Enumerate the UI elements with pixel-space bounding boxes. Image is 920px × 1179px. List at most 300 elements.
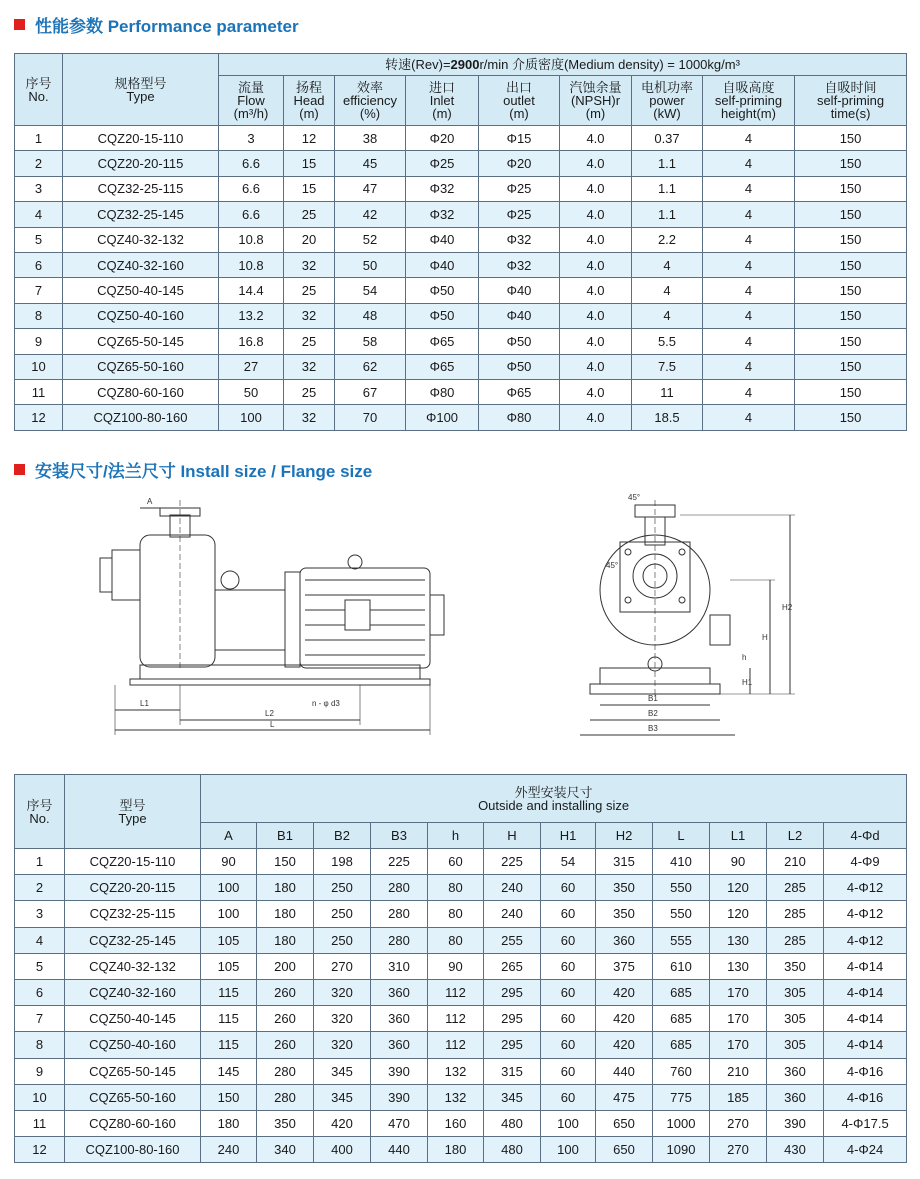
value-cell: 550	[653, 901, 710, 927]
value-cell: 16.8	[219, 329, 284, 354]
value-cell: 4-Φ12	[824, 927, 907, 953]
model-type-cell: CQZ65-50-145	[65, 1058, 201, 1084]
value-cell: 4-Φ12	[824, 901, 907, 927]
value-cell: 345	[484, 1084, 541, 1110]
value-cell: 4.0	[560, 354, 632, 379]
value-cell: 345	[314, 1058, 371, 1084]
value-cell: 52	[335, 227, 406, 252]
value-cell: Φ50	[406, 278, 479, 303]
model-type-cell: CQZ80-60-160	[63, 379, 219, 404]
value-cell: 240	[201, 1137, 257, 1163]
perf-column-header-line: 自吸高度	[722, 80, 775, 95]
install-section-title	[14, 457, 372, 482]
type-header: 型号 Type	[65, 775, 201, 849]
model-type-cell: CQZ50-40-145	[65, 1006, 201, 1032]
value-cell: 475	[596, 1084, 653, 1110]
value-cell: 375	[596, 953, 653, 979]
value-cell: 440	[371, 1137, 428, 1163]
value-cell: 280	[371, 875, 428, 901]
value-cell: Φ15	[479, 126, 560, 151]
value-cell: 4	[703, 379, 795, 404]
value-cell: 285	[767, 901, 824, 927]
value-cell: 180	[428, 1137, 484, 1163]
value-cell: 160	[428, 1110, 484, 1136]
value-cell: 27	[219, 354, 284, 379]
value-cell: 265	[484, 953, 541, 979]
row-number-cell: 12	[15, 1137, 65, 1163]
install-size-table	[14, 774, 907, 1163]
value-cell: 4.0	[560, 151, 632, 176]
value-cell: 25	[284, 329, 335, 354]
model-type-cell: CQZ65-50-160	[65, 1084, 201, 1110]
value-cell: 350	[596, 875, 653, 901]
value-cell: 4-Φ16	[824, 1084, 907, 1110]
value-cell: 4	[703, 303, 795, 328]
value-cell: 0.37	[632, 126, 703, 151]
perf-column-header-line: height(m)	[721, 106, 776, 121]
value-cell: 4	[632, 303, 703, 328]
value-cell: 1.1	[632, 202, 703, 227]
value-cell: Φ100	[406, 405, 479, 430]
value-cell: 170	[710, 979, 767, 1005]
value-cell: 80	[428, 927, 484, 953]
value-cell: 280	[257, 1058, 314, 1084]
performance-section-title	[14, 12, 299, 37]
value-cell: 58	[335, 329, 406, 354]
value-cell: 60	[541, 927, 596, 953]
outside-size-group-header: 外型安装尺寸 Outside and installing size	[201, 775, 907, 823]
value-cell: 90	[201, 849, 257, 875]
value-cell: 4.0	[560, 278, 632, 303]
value-cell: 32	[284, 405, 335, 430]
value-cell: Φ50	[406, 303, 479, 328]
value-cell: 315	[484, 1058, 541, 1084]
perf-column-header	[284, 76, 335, 126]
table-row	[15, 176, 907, 201]
table-row	[15, 227, 907, 252]
model-type-cell: CQZ32-25-145	[63, 202, 219, 227]
row-number-cell: 8	[15, 1032, 65, 1058]
perf-column-header	[219, 76, 284, 126]
perf-column-header-line: (NPSH)r	[570, 93, 621, 108]
value-cell: 685	[653, 1006, 710, 1032]
pump-installation-drawing	[0, 480, 920, 765]
value-cell: 4.0	[560, 126, 632, 151]
value-cell: 3	[219, 126, 284, 151]
value-cell: 60	[541, 979, 596, 1005]
model-type-cell: CQZ65-50-145	[63, 329, 219, 354]
row-number-cell: 7	[15, 278, 63, 303]
value-cell: 440	[596, 1058, 653, 1084]
value-cell: 320	[314, 979, 371, 1005]
value-cell: 150	[795, 278, 907, 303]
table-row	[15, 849, 907, 875]
value-cell: 60	[541, 1058, 596, 1084]
value-cell: 45	[335, 151, 406, 176]
red-square-icon	[14, 19, 25, 30]
value-cell: 285	[767, 875, 824, 901]
value-cell: 25	[284, 379, 335, 404]
value-cell: 150	[795, 303, 907, 328]
value-cell: Φ32	[479, 252, 560, 277]
model-type-cell: CQZ32-25-115	[65, 901, 201, 927]
model-type-cell: CQZ20-15-110	[65, 849, 201, 875]
value-cell: 285	[767, 927, 824, 953]
value-cell: 295	[484, 1006, 541, 1032]
value-cell: 12	[284, 126, 335, 151]
model-type-cell: CQZ100-80-160	[63, 405, 219, 430]
row-number-cell: 4	[15, 202, 63, 227]
value-cell: 60	[541, 1084, 596, 1110]
value-cell: 170	[710, 1006, 767, 1032]
value-cell: 610	[653, 953, 710, 979]
value-cell: 100	[201, 901, 257, 927]
install-column-header: B1	[257, 823, 314, 849]
perf-column-header-line: 汽蚀余量	[569, 80, 622, 95]
value-cell: 305	[767, 1032, 824, 1058]
value-cell: 280	[371, 901, 428, 927]
row-number-cell: 12	[15, 405, 63, 430]
value-cell: 112	[428, 1006, 484, 1032]
value-cell: 210	[710, 1058, 767, 1084]
value-cell: Φ25	[479, 176, 560, 201]
value-cell: 240	[484, 901, 541, 927]
row-number-cell: 3	[15, 176, 63, 201]
value-cell: 295	[484, 1032, 541, 1058]
value-cell: 4.0	[560, 176, 632, 201]
value-cell: 54	[335, 278, 406, 303]
value-cell: 420	[596, 1006, 653, 1032]
value-cell: 150	[795, 126, 907, 151]
value-cell: Φ20	[479, 151, 560, 176]
value-cell: 198	[314, 849, 371, 875]
table-row	[15, 303, 907, 328]
value-cell: 390	[767, 1110, 824, 1136]
value-cell: 420	[314, 1110, 371, 1136]
value-cell: Φ40	[406, 252, 479, 277]
value-cell: 60	[541, 953, 596, 979]
table-row	[15, 405, 907, 430]
perf-column-header	[479, 76, 560, 126]
value-cell: 112	[428, 1032, 484, 1058]
value-cell: Φ32	[479, 227, 560, 252]
value-cell: 555	[653, 927, 710, 953]
install-column-header: L2	[767, 823, 824, 849]
model-type-cell: CQZ50-40-145	[63, 278, 219, 303]
value-cell: Φ40	[479, 278, 560, 303]
value-cell: 4-Φ24	[824, 1137, 907, 1163]
pump-front-view	[580, 500, 795, 735]
value-cell: 48	[335, 303, 406, 328]
value-cell: 270	[314, 953, 371, 979]
install-column-header: B2	[314, 823, 371, 849]
value-cell: 270	[710, 1110, 767, 1136]
value-cell: 4.0	[560, 379, 632, 404]
value-cell: 20	[284, 227, 335, 252]
value-cell: Φ50	[479, 329, 560, 354]
perf-column-header-line: 流量	[237, 80, 264, 95]
value-cell: 650	[596, 1137, 653, 1163]
value-cell: 480	[484, 1110, 541, 1136]
perf-column-header	[795, 76, 907, 126]
value-cell: 4-Φ17.5	[824, 1110, 907, 1136]
value-cell: 4	[703, 252, 795, 277]
value-cell: 4	[703, 405, 795, 430]
perf-column-header	[335, 76, 406, 126]
value-cell: 150	[201, 1084, 257, 1110]
value-cell: 100	[201, 875, 257, 901]
value-cell: Φ20	[406, 126, 479, 151]
value-cell: 350	[257, 1110, 314, 1136]
install-column-header: H	[484, 823, 541, 849]
value-cell: 360	[767, 1084, 824, 1110]
value-cell: 550	[653, 875, 710, 901]
dim-a-label: A	[147, 497, 153, 506]
value-cell: 250	[314, 875, 371, 901]
model-type-cell: CQZ40-32-132	[65, 953, 201, 979]
row-number-cell: 11	[15, 1110, 65, 1136]
value-cell: 410	[653, 849, 710, 875]
table-row	[15, 875, 907, 901]
value-cell: 1.1	[632, 151, 703, 176]
table-row	[15, 1110, 907, 1136]
value-cell: 4	[703, 126, 795, 151]
table-row	[15, 979, 907, 1005]
value-cell: 260	[257, 1032, 314, 1058]
value-cell: Φ80	[479, 405, 560, 430]
install-column-header: L	[653, 823, 710, 849]
value-cell: 4	[703, 329, 795, 354]
value-cell: Φ40	[479, 303, 560, 328]
table-row	[15, 252, 907, 277]
value-cell: 60	[541, 1032, 596, 1058]
value-cell: 60	[541, 875, 596, 901]
table-row	[15, 1032, 907, 1058]
value-cell: 185	[710, 1084, 767, 1110]
performance-table	[14, 53, 907, 431]
value-cell: 18.5	[632, 405, 703, 430]
model-type-cell: CQZ100-80-160	[65, 1137, 201, 1163]
value-cell: 180	[257, 875, 314, 901]
row-number-cell: 8	[15, 303, 63, 328]
value-cell: 250	[314, 927, 371, 953]
table-row	[15, 379, 907, 404]
model-type-cell: CQZ50-40-160	[63, 303, 219, 328]
value-cell: 90	[428, 953, 484, 979]
no-header: 序号 No.	[15, 54, 63, 126]
value-cell: 80	[428, 875, 484, 901]
table-row	[15, 1006, 907, 1032]
value-cell: 112	[428, 979, 484, 1005]
value-cell: 260	[257, 1006, 314, 1032]
value-cell: 4-Φ12	[824, 875, 907, 901]
row-number-cell: 5	[15, 227, 63, 252]
value-cell: Φ50	[479, 354, 560, 379]
table-row	[15, 927, 907, 953]
value-cell: 5.5	[632, 329, 703, 354]
value-cell: 650	[596, 1110, 653, 1136]
value-cell: 470	[371, 1110, 428, 1136]
perf-column-header-line: (m)	[585, 106, 606, 121]
table-row	[15, 354, 907, 379]
model-type-cell: CQZ80-60-160	[65, 1110, 201, 1136]
value-cell: 280	[371, 927, 428, 953]
install-column-header: H1	[541, 823, 596, 849]
value-cell: 14.4	[219, 278, 284, 303]
value-cell: 70	[335, 405, 406, 430]
model-type-cell: CQZ32-25-115	[63, 176, 219, 201]
value-cell: 2.2	[632, 227, 703, 252]
table-row	[15, 1137, 907, 1163]
perf-column-header-line: outlet	[503, 93, 535, 108]
value-cell: 145	[201, 1058, 257, 1084]
table-row	[15, 329, 907, 354]
row-number-cell: 10	[15, 1084, 65, 1110]
value-cell: Φ80	[406, 379, 479, 404]
perf-column-header-line: efficiency	[343, 93, 397, 108]
value-cell: 430	[767, 1137, 824, 1163]
value-cell: 280	[257, 1084, 314, 1110]
value-cell: 4-Φ14	[824, 1006, 907, 1032]
value-cell: 4	[703, 202, 795, 227]
dim-b1-label: B1	[648, 694, 658, 703]
value-cell: 15	[284, 151, 335, 176]
value-cell: 305	[767, 1006, 824, 1032]
value-cell: 150	[795, 176, 907, 201]
install-column-header: H2	[596, 823, 653, 849]
value-cell: 270	[710, 1137, 767, 1163]
table-row	[15, 1058, 907, 1084]
value-cell: 180	[257, 927, 314, 953]
perf-column-header-line: 进口	[428, 80, 455, 95]
model-type-cell: CQZ40-32-132	[63, 227, 219, 252]
value-cell: 4-Φ14	[824, 979, 907, 1005]
row-number-cell: 6	[15, 252, 63, 277]
value-cell: 340	[257, 1137, 314, 1163]
value-cell: 4.0	[560, 329, 632, 354]
value-cell: 310	[371, 953, 428, 979]
value-cell: 100	[541, 1110, 596, 1136]
value-cell: 67	[335, 379, 406, 404]
value-cell: 25	[284, 202, 335, 227]
value-cell: 150	[795, 202, 907, 227]
value-cell: 1090	[653, 1137, 710, 1163]
value-cell: 60	[541, 1006, 596, 1032]
value-cell: 32	[284, 354, 335, 379]
model-type-cell: CQZ20-20-115	[65, 875, 201, 901]
row-number-cell: 11	[15, 379, 63, 404]
value-cell: 150	[795, 252, 907, 277]
value-cell: 60	[428, 849, 484, 875]
table-row	[15, 953, 907, 979]
perf-column-header-line: Inlet	[429, 93, 455, 108]
value-cell: 150	[795, 151, 907, 176]
red-square-icon	[14, 464, 25, 475]
perf-column-header-line: (m³/h)	[233, 106, 269, 121]
value-cell: 25	[284, 278, 335, 303]
row-number-cell: 9	[15, 329, 63, 354]
value-cell: 345	[314, 1084, 371, 1110]
value-cell: 132	[428, 1058, 484, 1084]
value-cell: 760	[653, 1058, 710, 1084]
dim-h-small-label: h	[742, 653, 747, 662]
value-cell: 4	[703, 354, 795, 379]
perf-column-header-line: 出口	[505, 80, 532, 95]
value-cell: 7.5	[632, 354, 703, 379]
value-cell: 115	[201, 1006, 257, 1032]
value-cell: 4	[703, 176, 795, 201]
value-cell: 4.0	[560, 303, 632, 328]
dim-h2-label: H2	[782, 603, 793, 612]
perf-column-header	[632, 76, 703, 126]
value-cell: 13.2	[219, 303, 284, 328]
value-cell: 180	[257, 901, 314, 927]
value-cell: 10.8	[219, 227, 284, 252]
dim-h1-label: H1	[742, 678, 753, 687]
value-cell: 4	[703, 227, 795, 252]
row-number-cell: 10	[15, 354, 63, 379]
value-cell: 390	[371, 1058, 428, 1084]
value-cell: 32	[284, 252, 335, 277]
value-cell: 4.0	[560, 202, 632, 227]
value-cell: 4-Φ14	[824, 1032, 907, 1058]
value-cell: 360	[596, 927, 653, 953]
value-cell: 120	[710, 901, 767, 927]
value-cell: 1000	[653, 1110, 710, 1136]
row-number-cell: 2	[15, 875, 65, 901]
perf-column-header-line: (kW)	[653, 106, 681, 121]
value-cell: Φ32	[406, 176, 479, 201]
value-cell: Φ65	[479, 379, 560, 404]
dim-nd3-label: n - φ d3	[312, 699, 340, 708]
table-row	[15, 126, 907, 151]
value-cell: 150	[795, 329, 907, 354]
value-cell: 295	[484, 979, 541, 1005]
model-type-cell: CQZ32-25-145	[65, 927, 201, 953]
value-cell: 130	[710, 953, 767, 979]
value-cell: 200	[257, 953, 314, 979]
perf-column-header-line: power	[649, 93, 685, 108]
perf-column-header-line: (m)	[509, 106, 529, 121]
perf-column-header-line: Flow	[237, 93, 265, 108]
dim-l-label: L	[270, 720, 275, 729]
value-cell: 350	[596, 901, 653, 927]
install-column-header: L1	[710, 823, 767, 849]
value-cell: 60	[541, 901, 596, 927]
pump-side-view	[100, 500, 444, 735]
value-cell: 4-Φ16	[824, 1058, 907, 1084]
operating-condition-header: 转速(Rev)=2900r/min 介质密度(Medium density) = 1000kg/m³	[219, 54, 907, 76]
model-type-cell: CQZ20-20-115	[63, 151, 219, 176]
value-cell: 105	[201, 953, 257, 979]
value-cell: Φ25	[479, 202, 560, 227]
value-cell: 15	[284, 176, 335, 201]
perf-column-header-line: self-priming	[816, 93, 885, 108]
value-cell: 54	[541, 849, 596, 875]
value-cell: Φ40	[406, 227, 479, 252]
value-cell: 50	[219, 379, 284, 404]
perf-column-header	[703, 76, 795, 126]
value-cell: 225	[371, 849, 428, 875]
value-cell: 400	[314, 1137, 371, 1163]
value-cell: 360	[371, 979, 428, 1005]
value-cell: 80	[428, 901, 484, 927]
model-type-cell: CQZ40-32-160	[65, 979, 201, 1005]
install-column-header: A	[201, 823, 257, 849]
value-cell: 225	[484, 849, 541, 875]
value-cell: 6.6	[219, 151, 284, 176]
type-header: 规格型号 Type	[63, 54, 219, 126]
